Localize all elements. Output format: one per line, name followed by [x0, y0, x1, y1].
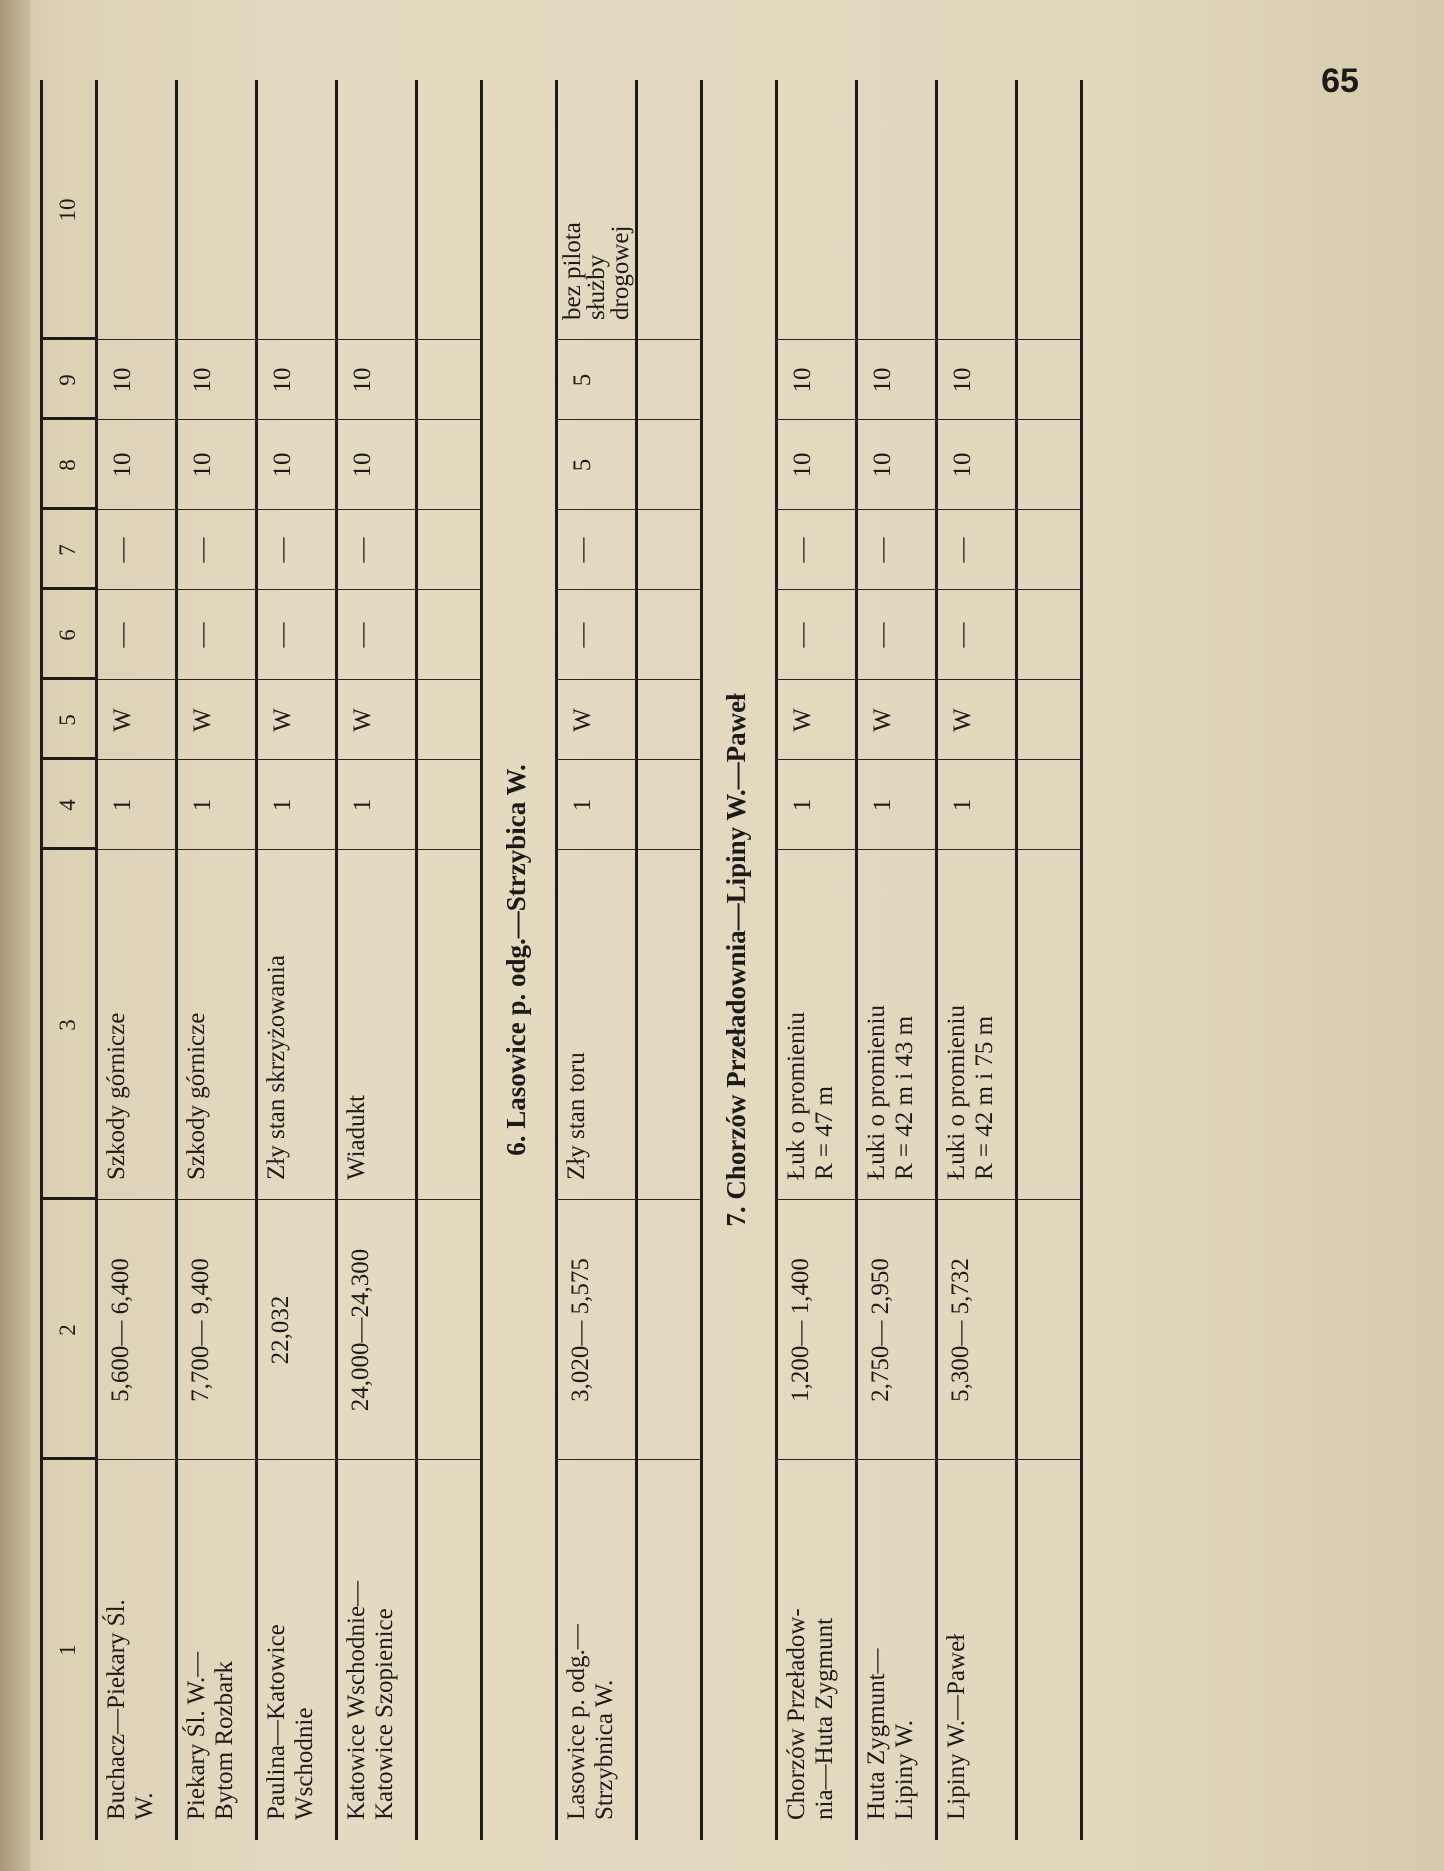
page-number: 65: [1321, 62, 1359, 100]
column-header-6: 6: [55, 629, 80, 641]
row-km-range: 2,750— 2,950: [867, 1258, 894, 1402]
row-line-section: Huta Zygmunt—: [863, 1648, 890, 1820]
row-col-9: 10: [949, 367, 976, 393]
column-header-9: 9: [55, 374, 80, 386]
row-col-5: W: [189, 708, 216, 732]
row-col-5: W: [349, 708, 376, 732]
row-border: [335, 80, 338, 1840]
row-line-section: nia—Huta Zygmunt: [811, 1617, 838, 1820]
row-col-6: —: [789, 622, 816, 648]
row-border: [175, 80, 178, 1840]
row-line-section: W.: [131, 1792, 158, 1820]
row-col-7: —: [789, 537, 816, 563]
row-line-section: Lipiny W.: [891, 1719, 918, 1820]
column-divider: [95, 339, 480, 340]
row-col-5: W: [949, 708, 976, 732]
row-col-7: —: [949, 537, 976, 563]
row-col-9: 10: [269, 367, 296, 393]
column-divider: [95, 509, 480, 510]
row-km-range: 7,700— 9,400: [187, 1258, 214, 1402]
row-col-6: —: [949, 622, 976, 648]
row-col-5: W: [869, 708, 896, 732]
row-col-5: W: [269, 708, 296, 732]
row-col-6: —: [189, 622, 216, 648]
row-col-8: 10: [349, 452, 376, 478]
column-header-1: 1: [55, 1644, 80, 1656]
table-top-border: [40, 80, 43, 1840]
row-km-range: 1,200— 1,400: [787, 1258, 814, 1402]
section-title: 7. Chorzów Przeładownia—Lipiny W.—Paweł: [721, 693, 751, 1227]
row-col-8: 10: [269, 452, 296, 478]
row-line-section: Lipiny W.—Paweł: [943, 1633, 970, 1820]
row-reason: Szkody górnicze: [183, 1012, 210, 1180]
column-header-7: 7: [55, 544, 80, 556]
header-column-divider: [40, 1197, 95, 1200]
row-col-4: 1: [349, 798, 376, 812]
row-col-4: 1: [789, 798, 816, 812]
row-col-7: —: [269, 537, 296, 563]
header-column-divider: [40, 677, 95, 680]
row-col-8: 10: [789, 452, 816, 478]
column-divider: [775, 679, 1080, 680]
column-header-5: 5: [55, 714, 80, 726]
section-title-border: [555, 80, 558, 1840]
column-divider: [775, 509, 1080, 510]
row-col-7: —: [569, 537, 596, 563]
group-bottom-border: [1080, 80, 1083, 1840]
row-col-9: 10: [789, 367, 816, 393]
row-col-6: —: [269, 622, 296, 648]
column-divider: [555, 1199, 700, 1200]
row-remarks: służby: [583, 254, 610, 320]
row-km-range: 5,300— 5,732: [947, 1258, 974, 1402]
column-divider: [775, 589, 1080, 590]
column-divider: [95, 679, 480, 680]
row-line-section: Katowice Szopienice: [371, 1608, 398, 1820]
header-bottom-border: [95, 80, 98, 1840]
column-header-2: 2: [55, 1324, 80, 1336]
row-col-8: 10: [189, 452, 216, 478]
row-col-7: —: [189, 537, 216, 563]
row-reason: R = 42 m i 43 m: [891, 1015, 918, 1180]
row-col-9: 10: [869, 367, 896, 393]
row-col-6: —: [109, 622, 136, 648]
column-divider: [95, 849, 480, 850]
column-divider: [555, 849, 700, 850]
row-col-4: 1: [869, 798, 896, 812]
row-line-section: Lasowice p. odg.—: [563, 1624, 590, 1820]
row-km-range: 22,032: [267, 1295, 294, 1365]
column-divider: [95, 1199, 480, 1200]
column-divider: [555, 589, 700, 590]
row-col-5: W: [789, 708, 816, 732]
row-col-9: 10: [109, 367, 136, 393]
header-column-divider: [40, 507, 95, 510]
row-km-range: 3,020— 5,575: [567, 1258, 594, 1402]
header-column-divider: [40, 337, 95, 340]
row-col-4: 1: [109, 798, 136, 812]
row-reason: Zły stan skrzyżowania: [263, 955, 290, 1180]
column-divider: [775, 759, 1080, 760]
row-col-4: 1: [949, 798, 976, 812]
row-line-section: Katowice Wschodnie—: [343, 1580, 370, 1820]
row-col-8: 10: [869, 452, 896, 478]
row-col-8: 10: [949, 452, 976, 478]
row-reason: Szkody górnicze: [103, 1012, 130, 1180]
row-border: [1015, 80, 1018, 1840]
header-column-divider: [40, 1457, 95, 1460]
column-divider: [775, 339, 1080, 340]
column-divider: [95, 589, 480, 590]
row-line-section: Wschodnie: [291, 1707, 318, 1820]
row-col-8: 5: [569, 458, 596, 472]
row-line-section: Buchacz—Piekary Śl.: [103, 1599, 130, 1820]
row-col-9: 10: [189, 367, 216, 393]
column-divider: [555, 759, 700, 760]
row-border: [855, 80, 858, 1840]
column-divider: [775, 1199, 1080, 1200]
row-reason: R = 47 m: [811, 1086, 838, 1180]
column-header-3: 3: [55, 1019, 80, 1031]
column-divider: [555, 419, 700, 420]
column-divider: [555, 509, 700, 510]
row-col-5: W: [569, 708, 596, 732]
row-line-section: Strzybnica W.: [591, 1679, 618, 1820]
row-line-section: Paulina—Katowice: [263, 1624, 290, 1820]
row-col-7: —: [869, 537, 896, 563]
row-reason: R = 42 m i 75 m: [971, 1015, 998, 1180]
row-km-range: 24,000—24,300: [347, 1248, 374, 1412]
column-header-4: 4: [55, 799, 80, 811]
row-reason: Zły stan toru: [563, 1052, 590, 1180]
row-reason: Łuki o promieniu: [863, 1005, 890, 1180]
row-border: [415, 80, 418, 1840]
row-remarks: bez pilota: [559, 222, 586, 320]
row-line-section: Chorzów Przeładow-: [783, 1608, 810, 1820]
row-line-section: Piekary Śl. W.—: [183, 1651, 210, 1820]
row-col-6: —: [869, 622, 896, 648]
row-col-8: 10: [109, 452, 136, 478]
column-divider: [555, 1459, 700, 1460]
row-reason: Łuk o promieniu: [783, 1011, 810, 1180]
row-km-range: 5,600— 6,400: [107, 1258, 134, 1402]
header-column-divider: [40, 417, 95, 420]
row-remarks: drogowej: [607, 225, 634, 320]
row-col-6: —: [349, 622, 376, 648]
row-reason: Wiadukt: [343, 1094, 370, 1180]
row-col-7: —: [109, 537, 136, 563]
rotated-speed-restriction-table: [40, 80, 1350, 1840]
book-spine-shadow: [0, 0, 30, 1871]
section-title: 6. Lasowice p. odg.—Strzybica W.: [501, 764, 531, 1156]
row-border: [635, 80, 638, 1840]
header-column-divider: [40, 847, 95, 850]
row-col-4: 1: [569, 798, 596, 812]
column-divider: [775, 1459, 1080, 1460]
column-divider: [95, 1459, 480, 1460]
row-col-4: 1: [269, 798, 296, 812]
header-column-divider: [40, 757, 95, 760]
row-col-5: W: [109, 708, 136, 732]
row-col-7: —: [349, 537, 376, 563]
column-divider: [95, 419, 480, 420]
row-reason: Łuki o promieniu: [943, 1005, 970, 1180]
row-border: [255, 80, 258, 1840]
column-divider: [555, 339, 700, 340]
column-header-8: 8: [55, 459, 80, 471]
group-bottom-border: [700, 80, 703, 1840]
row-col-4: 1: [189, 798, 216, 812]
column-header-10: 10: [55, 198, 80, 222]
row-border: [935, 80, 938, 1840]
column-divider: [775, 419, 1080, 420]
row-col-6: —: [569, 622, 596, 648]
column-divider: [775, 849, 1080, 850]
column-divider: [555, 679, 700, 680]
row-col-9: 10: [349, 367, 376, 393]
row-line-section: Bytom Rozbark: [211, 1660, 238, 1820]
group-bottom-border: [480, 80, 483, 1840]
column-divider: [95, 759, 480, 760]
header-column-divider: [40, 587, 95, 590]
row-col-9: 5: [569, 373, 596, 387]
section-title-border: [775, 80, 778, 1840]
